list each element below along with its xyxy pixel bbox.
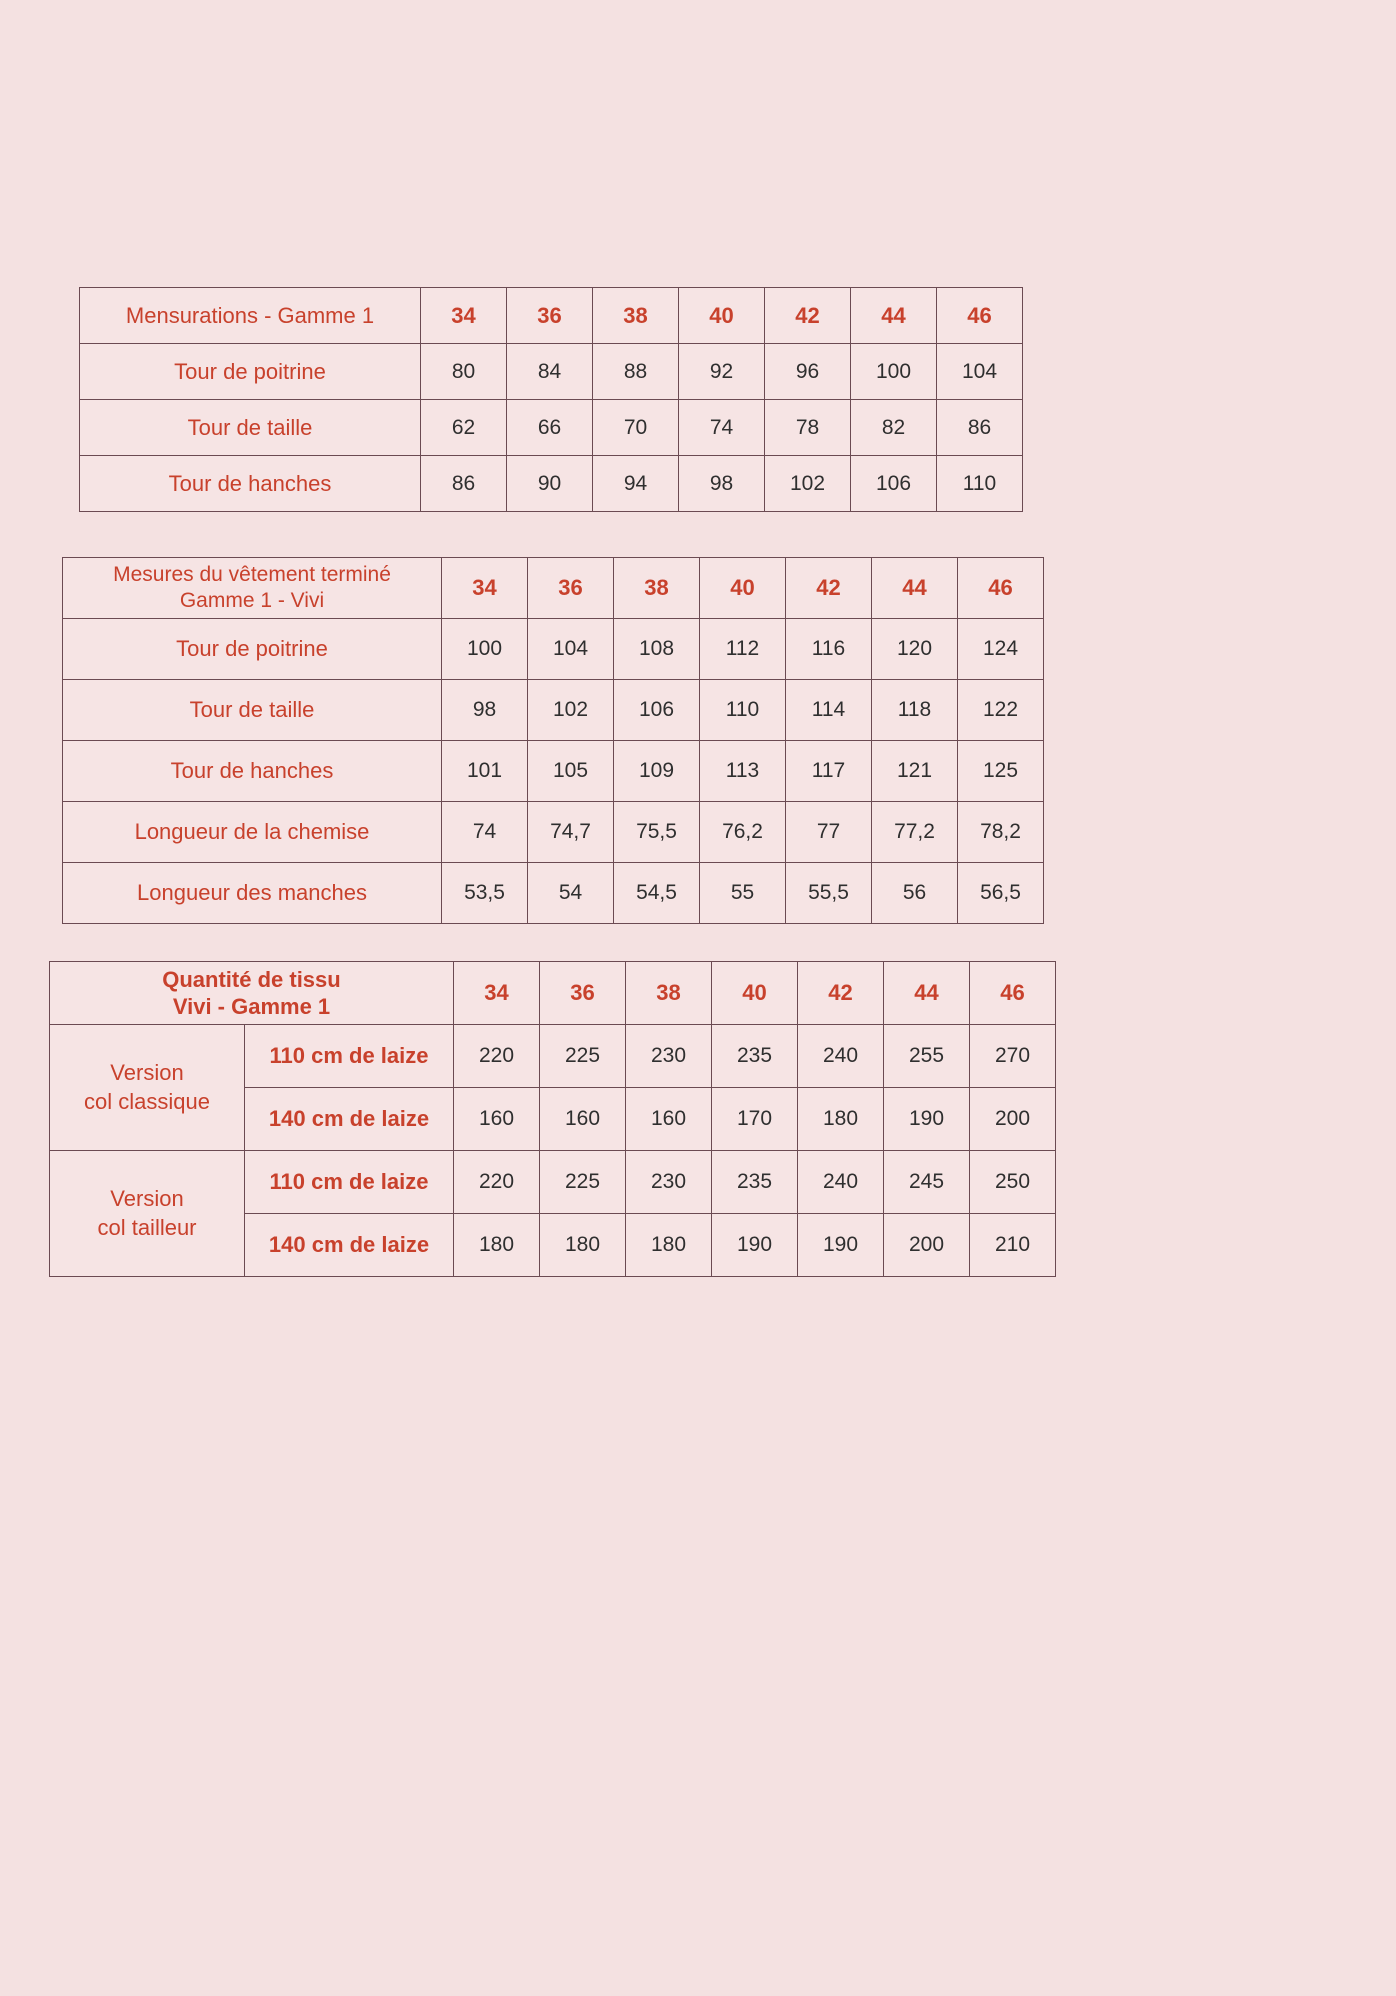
cell-value: 190 [884,1088,970,1151]
cell-value: 225 [540,1151,626,1214]
cell-value: 62 [421,400,507,456]
cell-value: 230 [626,1025,712,1088]
cell-value: 84 [507,344,593,400]
cell-value: 77,2 [872,802,958,863]
cell-value: 100 [851,344,937,400]
table2-title-line1: Mesures du vêtement terminé [113,562,391,586]
cell-value: 78 [765,400,851,456]
cell-value: 80 [421,344,507,400]
cell-value: 240 [798,1151,884,1214]
size-header: 44 [851,288,937,344]
cell-value: 74 [679,400,765,456]
cell-value: 121 [872,741,958,802]
size-header: 40 [679,288,765,344]
cell-value: 200 [884,1214,970,1277]
cell-value: 114 [786,680,872,741]
cell-value: 122 [958,680,1044,741]
table2-title [63,558,442,619]
cell-value: 100 [442,619,528,680]
cell-value: 74 [442,802,528,863]
cell-value: 190 [798,1214,884,1277]
table-row [50,1151,1056,1214]
table-header-row [50,962,1056,1025]
cell-value: 180 [626,1214,712,1277]
cell-value: 118 [872,680,958,741]
version-label-tailored [50,1151,245,1277]
table-row [80,344,1023,400]
size-header: 46 [937,288,1023,344]
row-label: Tour de poitrine [63,619,442,680]
row-label: Tour de taille [63,680,442,741]
cell-value: 210 [970,1214,1056,1277]
version-label-classic [50,1025,245,1151]
cell-value: 116 [786,619,872,680]
size-header: 40 [700,558,786,619]
table-row [63,680,1044,741]
row-label: Longueur de la chemise [63,802,442,863]
size-header: 40 [712,962,798,1025]
cell-value: 125 [958,741,1044,802]
cell-value: 106 [614,680,700,741]
cell-value: 109 [614,741,700,802]
size-header: 38 [593,288,679,344]
cell-value: 105 [528,741,614,802]
cell-value: 180 [540,1214,626,1277]
cell-value: 88 [593,344,679,400]
cell-value: 270 [970,1025,1056,1088]
cell-value: 56 [872,863,958,924]
table3-title [50,962,454,1025]
version-label-line2: col classique [84,1088,210,1114]
cell-value: 54 [528,863,614,924]
table2-title-line2: Gamme 1 - Vivi [179,589,325,612]
table-row [80,400,1023,456]
size-header: 44 [872,558,958,619]
cell-value: 104 [937,344,1023,400]
cell-value: 102 [528,680,614,741]
table-row [80,456,1023,512]
size-header: 42 [786,558,872,619]
row-label: Tour de hanches [63,741,442,802]
table-row [63,741,1044,802]
cell-value: 98 [679,456,765,512]
table-row [50,1025,1056,1088]
cell-value: 120 [872,619,958,680]
cell-value: 55 [700,863,786,924]
cell-value: 86 [421,456,507,512]
cell-value: 112 [700,619,786,680]
cell-value: 108 [614,619,700,680]
cell-value: 225 [540,1025,626,1088]
cell-value: 160 [454,1088,540,1151]
cell-value: 96 [765,344,851,400]
row-label: Longueur des manches [63,863,442,924]
table-header-row [80,288,1023,344]
size-header: 38 [626,962,712,1025]
cell-value: 235 [712,1151,798,1214]
cell-value: 230 [626,1151,712,1214]
cell-value: 255 [884,1025,970,1088]
size-header: 36 [507,288,593,344]
row-label: 110 cm de laize [245,1025,454,1088]
cell-value: 94 [593,456,679,512]
cell-value: 250 [970,1151,1056,1214]
size-header: 34 [442,558,528,619]
cell-value: 110 [937,456,1023,512]
cell-value: 74,7 [528,802,614,863]
row-label: Tour de hanches [80,456,421,512]
table1-title: Mensurations - Gamme 1 [80,288,421,344]
cell-value: 76,2 [700,802,786,863]
version-label-line1: Version [110,1185,184,1211]
table3-title-line1: Quantité de tissu [162,966,341,992]
cell-value: 53,5 [442,863,528,924]
cell-value: 200 [970,1088,1056,1151]
size-header: 42 [798,962,884,1025]
cell-value: 90 [507,456,593,512]
row-label: 140 cm de laize [245,1214,454,1277]
row-label: Tour de taille [80,400,421,456]
fabric-quantity-table [49,961,1056,1277]
finished-garment-table [62,557,1044,924]
cell-value: 101 [442,741,528,802]
cell-value: 160 [626,1088,712,1151]
cell-value: 170 [712,1088,798,1151]
cell-value: 245 [884,1151,970,1214]
size-header: 44 [884,962,970,1025]
version-label-line1: Version [110,1059,184,1085]
cell-value: 220 [454,1151,540,1214]
cell-value: 190 [712,1214,798,1277]
table-row [63,863,1044,924]
table3-title-line2: Vivi - Gamme 1 [172,994,331,1019]
measurements-table [79,287,1023,512]
cell-value: 235 [712,1025,798,1088]
row-label: 110 cm de laize [245,1151,454,1214]
cell-value: 86 [937,400,1023,456]
cell-value: 55,5 [786,863,872,924]
size-header: 36 [528,558,614,619]
cell-value: 98 [442,680,528,741]
cell-value: 54,5 [614,863,700,924]
cell-value: 180 [454,1214,540,1277]
cell-value: 220 [454,1025,540,1088]
cell-value: 180 [798,1088,884,1151]
size-header: 46 [958,558,1044,619]
cell-value: 240 [798,1025,884,1088]
cell-value: 82 [851,400,937,456]
cell-value: 104 [528,619,614,680]
cell-value: 113 [700,741,786,802]
row-label: 140 cm de laize [245,1088,454,1151]
size-header: 42 [765,288,851,344]
cell-value: 160 [540,1088,626,1151]
table-row [63,802,1044,863]
size-header: 34 [421,288,507,344]
cell-value: 102 [765,456,851,512]
cell-value: 66 [507,400,593,456]
cell-value: 70 [593,400,679,456]
cell-value: 110 [700,680,786,741]
cell-value: 75,5 [614,802,700,863]
cell-value: 106 [851,456,937,512]
cell-value: 117 [786,741,872,802]
cell-value: 78,2 [958,802,1044,863]
size-header: 36 [540,962,626,1025]
cell-value: 92 [679,344,765,400]
size-header: 46 [970,962,1056,1025]
cell-value: 77 [786,802,872,863]
cell-value: 124 [958,619,1044,680]
row-label: Tour de poitrine [80,344,421,400]
table-header-row [63,558,1044,619]
size-header: 38 [614,558,700,619]
table-row [63,619,1044,680]
size-header: 34 [454,962,540,1025]
version-label-line2: col tailleur [97,1214,197,1240]
cell-value: 56,5 [958,863,1044,924]
